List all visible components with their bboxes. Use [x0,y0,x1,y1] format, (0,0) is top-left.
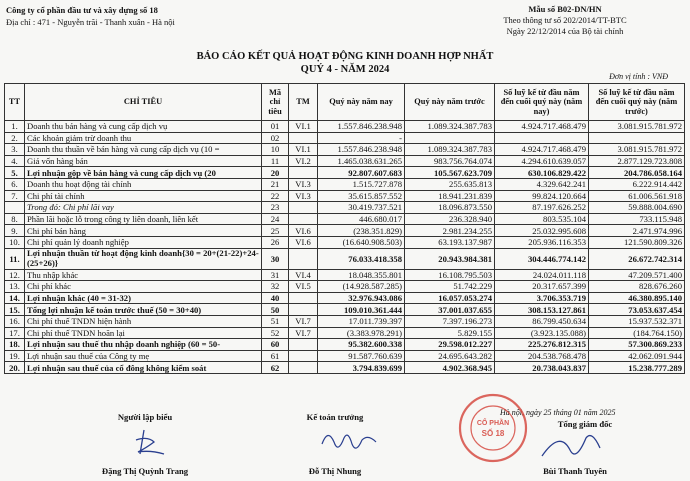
form-code: Mẫu số B02-DN/HN [528,4,602,14]
row-ytd-last-year: 3.081.915.781.972 [589,121,685,133]
row-ytd-last-year: 59.888.004.690 [589,202,685,214]
currency-unit: Đơn vị tính : VNĐ [609,72,668,81]
row-ytd-last-year: 204.786.058.164 [589,167,685,179]
row-number: 8. [5,213,25,225]
row-quarter-this-year: (238.351.829) [318,225,405,237]
row-quarter-last-year: 983.756.764.074 [405,155,495,167]
company-name: Công ty cổ phần đầu tư và xây dựng số 18 [6,5,158,15]
row-ytd-this-year [495,132,589,144]
col-header-code: Mã chỉ tiêu [262,84,289,121]
table-row [5,304,685,316]
row-quarter-last-year: 1.089.324.387.783 [405,144,495,156]
row-label: Chi phí thuế TNDN hiện hành [25,315,262,327]
row-code: 11 [262,155,289,167]
preparer-name: Đặng Thị Quỳnh Trang [101,466,189,476]
row-quarter-this-year: 446.680.017 [318,213,405,225]
row-number: 6. [5,178,25,190]
row-number [5,202,25,214]
row-ytd-this-year: 308.153.127.861 [495,304,589,316]
table-row [5,269,685,281]
row-ytd-this-year: 87.197.626.252 [495,202,589,214]
row-label: Chi phí quản lý doanh nghiệp [25,236,262,248]
row-quarter-last-year: 16.108.795.503 [405,269,495,281]
row-ytd-this-year: 4.924.717.468.479 [495,121,589,133]
row-quarter-last-year: 105.567.623.709 [405,167,495,179]
table-row [5,144,685,156]
income-statement-table [4,83,685,374]
row-note: VI.6 [289,236,318,248]
row-quarter-last-year: 4.902.368.945 [405,362,495,374]
row-label: Chi phí thuế TNDN hoãn lại [25,327,262,339]
row-ytd-last-year: 26.672.742.314 [589,248,685,269]
row-ytd-this-year: 4.924.717.468.479 [495,144,589,156]
row-label: Chi phí khác [25,281,262,293]
report-title-block [0,50,690,76]
row-code: 01 [262,121,289,133]
row-number: 17. [5,327,25,339]
table-row [5,225,685,237]
row-ytd-last-year: 42.062.091.944 [589,350,685,362]
table-row [5,121,685,133]
row-code: 51 [262,315,289,327]
row-label: Lợi nhuận khác (40 = 31-32) [25,292,262,304]
row-note: VI.5 [289,281,318,293]
row-number: 19. [5,350,25,362]
row-code: 10 [262,144,289,156]
row-ytd-last-year: 15.937.532.371 [589,315,685,327]
row-ytd-this-year: 99.824.120.664 [495,190,589,202]
table-header-row [5,84,685,121]
svg-text:CỔ PHẦN: CỔ PHẦN [476,420,510,427]
row-note [289,248,318,269]
row-quarter-this-year: (16.640.908.503) [318,236,405,248]
row-code: 32 [262,281,289,293]
row-note: VI.3 [289,190,318,202]
sign-date: Hà nội, ngày 25 tháng 01 năm 2025 [500,408,616,417]
row-quarter-this-year: 95.382.600.338 [318,339,405,351]
col-header-quarter-this-year: Quý này năm nay [318,84,405,121]
row-code: 21 [262,178,289,190]
row-ytd-this-year: 86.799.450.634 [495,315,589,327]
row-quarter-this-year: 17.011.739.397 [318,315,405,327]
row-ytd-last-year: (184.764.150) [589,327,685,339]
row-label: Lợi nhuận thuần từ hoạt động kinh doanh{30 = 20+(21-22)+24-(25+26)} [25,248,262,269]
circular-line-2: Ngày 22/12/2014 của Bộ tài chính [506,26,624,36]
row-quarter-this-year: 1.557.846.238.948 [318,144,405,156]
row-label: Lợi nhuận sau thuế của Công ty mẹ [25,350,262,362]
row-quarter-last-year: 16.057.053.274 [405,292,495,304]
row-ytd-this-year: 803.535.104 [495,213,589,225]
row-label: Phần lãi hoặc lỗ trong công ty liên doanh, liên kết [25,213,262,225]
row-quarter-this-year: (14.928.587.285) [318,281,405,293]
row-ytd-this-year: 205.936.116.353 [495,236,589,248]
row-number: 7. [5,190,25,202]
row-quarter-last-year: 236.328.940 [405,213,495,225]
row-ytd-last-year: 6.222.914.442 [589,178,685,190]
table-row [5,248,685,269]
table-row [5,155,685,167]
table-row [5,327,685,339]
col-header-ytd-this-year: Số luỹ kế từ đầu năm đến cuối quý này (năm nay) [495,84,589,121]
row-code: 26 [262,236,289,248]
row-label: Doanh thu bán hàng và cung cấp dịch vụ [25,121,262,133]
row-ytd-this-year: 24.024.011.118 [495,269,589,281]
row-ytd-this-year: 25.032.995.608 [495,225,589,237]
row-number: 5. [5,167,25,179]
row-number: 15. [5,304,25,316]
row-code: 25 [262,225,289,237]
row-quarter-this-year: (3.383.978.291) [318,327,405,339]
row-quarter-this-year: 92.807.607.683 [318,167,405,179]
row-note [289,132,318,144]
row-ytd-last-year: 828.676.260 [589,281,685,293]
row-code: 20 [262,167,289,179]
accountant-name: Đỗ Thị Nhung [308,466,362,476]
row-quarter-this-year: 76.033.418.358 [318,248,405,269]
row-ytd-last-year [589,132,685,144]
row-number: 9. [5,225,25,237]
accountant-title: Kế toán trưởng [306,412,364,422]
row-quarter-last-year: 24.695.643.282 [405,350,495,362]
row-number: 3. [5,144,25,156]
col-header-tt: TT [5,84,25,121]
row-ytd-this-year: 225.276.812.315 [495,339,589,351]
row-label: Trong đó: Chi phí lãi vay [25,202,262,214]
row-quarter-this-year: 32.976.943.086 [318,292,405,304]
row-quarter-last-year: 37.001.037.655 [405,304,495,316]
row-quarter-last-year: 2.981.234.255 [405,225,495,237]
row-ytd-last-year: 47.209.571.400 [589,269,685,281]
row-quarter-last-year: 5.829.155 [405,327,495,339]
row-ytd-last-year: 733.115.948 [589,213,685,225]
row-ytd-last-year: 2.471.974.996 [589,225,685,237]
row-number: 1. [5,121,25,133]
row-note: VI.1 [289,144,318,156]
report-title: BÁO CÁO KẾT QUẢ HOẠT ĐỘNG KINH DOANH HỢP NHẤT [196,51,494,62]
svg-text:SỐ 18: SỐ 18 [481,429,505,438]
row-code: 40 [262,292,289,304]
row-ytd-this-year: 4.329.642.241 [495,178,589,190]
row-label: Chi phí bán hàng [25,225,262,237]
row-quarter-last-year: 63.193.137.987 [405,236,495,248]
row-quarter-last-year [405,132,495,144]
row-ytd-this-year: (3.923.135.088) [495,327,589,339]
row-label: Thu nhập khác [25,269,262,281]
table-row [5,292,685,304]
row-note [289,292,318,304]
row-quarter-last-year: 18.096.873.550 [405,202,495,214]
report-period: QUÝ 4 - NĂM 2024 [300,64,390,75]
row-note [289,202,318,214]
row-quarter-last-year: 51.742.229 [405,281,495,293]
col-header-note: TM [289,84,318,121]
table-row [5,350,685,362]
row-code: 52 [262,327,289,339]
col-header-ytd-last-year: Số luỹ kế từ đầu năm đến cuối quý này (năm trước) [589,84,685,121]
row-number: 4. [5,155,25,167]
row-ytd-last-year: 15.238.777.289 [589,362,685,374]
row-ytd-last-year: 2.877.129.723.808 [589,155,685,167]
director-name: Bùi Thanh Tuyên [543,466,607,476]
row-code: 31 [262,269,289,281]
row-label: Lợi nhuận sau thuế thu nhập doanh nghiệp (60 = 50- [25,339,262,351]
row-label: Các khoản giảm trừ doanh thu [25,132,262,144]
row-note: VI.2 [289,155,318,167]
row-label: Doanh thu hoạt động tài chính [25,178,262,190]
col-header-item: CHỈ TIÊU [25,84,262,121]
row-label: Lợi nhuận gộp về bán hàng và cung cấp dịch vụ (20 [25,167,262,179]
row-quarter-last-year: 29.598.012.227 [405,339,495,351]
row-label: Lợi nhuận sau thuế của cổ đông không kiểm soát [25,362,262,374]
company-seal [457,392,529,464]
row-number: 13. [5,281,25,293]
row-code: 61 [262,350,289,362]
row-quarter-this-year: 3.794.839.699 [318,362,405,374]
row-code: 60 [262,339,289,351]
row-ytd-last-year: 73.053.637.454 [589,304,685,316]
table-row [5,315,685,327]
row-quarter-this-year: 1.557.846.238.948 [318,121,405,133]
circular-line-1: Theo thông tư số 202/2014/TT-BTC [503,15,627,25]
table-row [5,339,685,351]
row-ytd-last-year: 3.081.915.781.972 [589,144,685,156]
row-code: 02 [262,132,289,144]
row-quarter-last-year: 255.635.813 [405,178,495,190]
table-row [5,236,685,248]
table-row [5,190,685,202]
row-note: VI.7 [289,315,318,327]
row-quarter-last-year: 1.089.324.387.783 [405,121,495,133]
row-note [289,304,318,316]
row-code: 24 [262,213,289,225]
row-note [289,350,318,362]
row-number: 12. [5,269,25,281]
row-note [289,167,318,179]
preparer-title: Người lập biểu [117,412,173,422]
row-label: Tổng lợi nhuận kế toán trước thuế (50 = 30+40) [25,304,262,316]
row-label: Doanh thu thuần về bán hàng và cung cấp dịch vụ (10 = [25,144,262,156]
row-ytd-this-year: 20.317.657.399 [495,281,589,293]
table-row [5,202,685,214]
preparer-signature [130,428,170,460]
row-number: 11. [5,248,25,269]
row-note [289,362,318,374]
row-quarter-this-year: 109.010.361.444 [318,304,405,316]
row-ytd-this-year: 304.446.774.142 [495,248,589,269]
row-number: 14. [5,292,25,304]
row-quarter-this-year: 18.048.355.801 [318,269,405,281]
row-quarter-this-year: 30.419.737.521 [318,202,405,214]
row-ytd-this-year: 20.738.043.837 [495,362,589,374]
row-note [289,213,318,225]
row-code: 30 [262,248,289,269]
row-ytd-this-year: 3.706.353.719 [495,292,589,304]
table-row [5,132,685,144]
row-note: VI.6 [289,225,318,237]
row-number: 16. [5,315,25,327]
row-quarter-last-year: 20.943.984.381 [405,248,495,269]
director-signature [540,428,610,464]
row-ytd-this-year: 4.294.610.639.057 [495,155,589,167]
row-quarter-this-year: - [318,132,405,144]
row-quarter-last-year: 18.941.231.839 [405,190,495,202]
row-code: 62 [262,362,289,374]
company-header [6,4,175,28]
row-quarter-this-year: 35.615.857.552 [318,190,405,202]
company-address: Địa chỉ : 471 - Nguyễn trãi - Thanh xuân - Hà nội [6,17,175,27]
row-quarter-last-year: 7.397.196.273 [405,315,495,327]
row-label: Giá vốn hàng bán [25,155,262,167]
table-row [5,167,685,179]
row-code: 23 [262,202,289,214]
row-note: VI.3 [289,178,318,190]
table-row [5,213,685,225]
row-note: VI.7 [289,327,318,339]
row-ytd-this-year: 630.106.829.422 [495,167,589,179]
row-number: 20. [5,362,25,374]
row-quarter-this-year: 91.587.760.639 [318,350,405,362]
col-header-quarter-last-year: Quý này năm trước [405,84,495,121]
row-ytd-this-year: 204.538.768.478 [495,350,589,362]
row-label: Chi phí tài chính [25,190,262,202]
table-row [5,281,685,293]
form-header [470,4,660,37]
row-number: 2. [5,132,25,144]
row-code: 50 [262,304,289,316]
row-quarter-this-year: 1.465.038.631.265 [318,155,405,167]
row-number: 10. [5,236,25,248]
row-ytd-last-year: 61.006.561.918 [589,190,685,202]
row-note: VI.4 [289,269,318,281]
row-code: 22 [262,190,289,202]
row-note [289,339,318,351]
row-number: 18. [5,339,25,351]
row-ytd-last-year: 121.590.809.326 [589,236,685,248]
table-row [5,362,685,374]
table-row [5,178,685,190]
row-ytd-last-year: 57.300.869.233 [589,339,685,351]
row-quarter-this-year: 1.515.727.878 [318,178,405,190]
row-ytd-last-year: 46.380.895.140 [589,292,685,304]
director-title: Tổng giám đốc [557,419,613,429]
accountant-signature [318,424,378,462]
row-note: VI.1 [289,121,318,133]
